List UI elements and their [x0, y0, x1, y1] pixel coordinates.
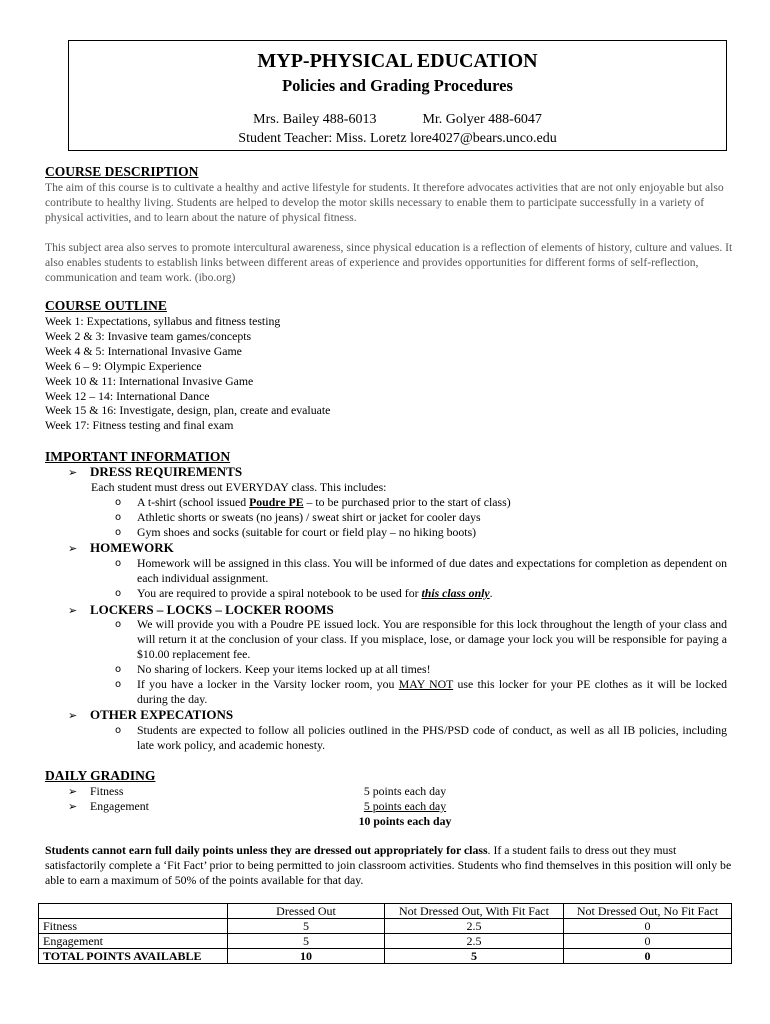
table-row — [39, 934, 732, 949]
table-cell: Fitness — [39, 919, 228, 934]
homework-bullet — [68, 540, 174, 556]
homework-title: HOMEWORK — [90, 540, 174, 555]
daily-grading-heading: DAILY GRADING — [45, 768, 156, 783]
header-box — [68, 40, 727, 151]
course-description-para1: The aim of this course is to cultivate a healthy and active lifestyle for students. It therefore advocates activities that are not only enjoyable but also contribute to healthy living. Students are helped to develop the motor skills necessary to enable them to participate successfully in a variety of physical activities, and to learn about the nature of physical fitness. — [45, 181, 724, 224]
teacher-contacts — [69, 110, 726, 129]
table-cell: Engagement — [39, 934, 228, 949]
grading-fitness-row — [68, 784, 123, 799]
table-cell: 10 — [228, 949, 385, 964]
daily-grading-section — [45, 768, 735, 783]
lockers-title: LOCKERS – LOCKS – LOCKER ROOMS — [90, 602, 334, 617]
outline-week: Week 10 & 11: International Invasive Game — [45, 373, 254, 388]
grading-note: Students cannot earn full daily points unless they are dressed out appropriately for class. If a student fails to dress out they must satisfactorily complete a ‘Fit Fact’ prior to being permitted to join classroom activities. Students who find themselves in this position will only be able to earn a maximum of 50% of the points available for that day. — [45, 843, 732, 887]
homework-item1: Homework will be assigned in this class. You will be informed of due dates and expectations for completion as dependent on each individual assignment. — [137, 556, 727, 585]
table-header-cell: Dressed Out — [228, 904, 385, 919]
grading-engagement-row — [68, 799, 149, 814]
circle-bullet-icon: o — [115, 664, 122, 675]
arrow-bullet-icon: ➢ — [68, 785, 78, 798]
lockers-item2: No sharing of lockers. Keep your items locked up at all times! — [137, 662, 431, 676]
table-cell: 0 — [564, 934, 732, 949]
other-expectations-item1: Students are expected to follow all policies outlined in the PHS/PSD code of conduct, as well as all IB policies, including late work policy, and academic honesty. — [137, 723, 727, 752]
grading-engagement-points: 5 points each day — [363, 799, 447, 813]
table-cell: 0 — [564, 949, 732, 964]
table-cell: 5 — [228, 934, 385, 949]
other-expectations-title: OTHER EXPECATIONS — [90, 707, 234, 722]
lockers-item3: If you have a locker in the Varsity locker room, you MAY NOT use this locker for your PE clothes as it will be locked during the day. — [137, 677, 727, 706]
course-description-heading: COURSE DESCRIPTION — [45, 164, 199, 179]
table-header-cell — [39, 904, 228, 919]
dress-item-shorts: Athletic shorts or sweats (no jeans) / sweat shirt or jacket for cooler days — [137, 510, 481, 524]
grading-fitness-label: Fitness — [90, 784, 124, 798]
points-table — [38, 903, 732, 964]
circle-bullet-icon: o — [115, 588, 122, 599]
table-cell: 0 — [564, 919, 732, 934]
table-header-cell: Not Dressed Out, No Fit Fact — [564, 904, 732, 919]
arrow-bullet-icon: ➢ — [68, 709, 78, 722]
course-outline-heading: COURSE OUTLINE — [45, 298, 167, 313]
table-cell: 5 — [228, 919, 385, 934]
table-row-total — [39, 949, 732, 964]
circle-bullet-icon: o — [115, 558, 122, 569]
outline-week: Week 12 – 14: International Dance — [45, 388, 210, 403]
outline-week: Week 17: Fitness testing and final exam — [45, 418, 234, 433]
circle-bullet-icon: o — [115, 725, 122, 736]
circle-bullet-icon: o — [115, 497, 122, 508]
arrow-bullet-icon: ➢ — [68, 466, 78, 479]
teacher-golyer: Mr. Golyer 488-6047 — [422, 112, 542, 127]
lockers-item1: We will provide you with a Poudre PE issued lock. You are responsible for this lock throughout the length of your class and will return it at the conclusion of your class. If you misplace, lose, or damage your lock you will be responsible for paying a $10.00 replacement fee. — [137, 617, 727, 661]
table-header-row — [39, 904, 732, 919]
circle-bullet-icon: o — [115, 512, 122, 523]
outline-week: Week 6 – 9: Olympic Experience — [45, 358, 202, 373]
grading-fitness-points: 5 points each day — [363, 784, 447, 798]
dress-intro: Each student must dress out EVERYDAY class. This includes: — [91, 480, 387, 494]
circle-bullet-icon: o — [115, 527, 122, 538]
teacher-bailey: Mrs. Bailey 488-6013 — [253, 112, 377, 127]
table-cell: 2.5 — [385, 919, 564, 934]
arrow-bullet-icon: ➢ — [68, 604, 78, 617]
outline-week: Week 2 & 3: Invasive team games/concepts — [45, 328, 252, 343]
homework-item2: You are required to provide a spiral notebook to be used for this class only. — [137, 586, 493, 600]
student-teacher: Student Teacher: Miss. Loretz lore4027@bears.unco.edu — [238, 131, 557, 146]
table-cell: TOTAL POINTS AVAILABLE — [39, 949, 228, 964]
dress-item-tshirt: A t-shirt (school issued Poudre PE – to be purchased prior to the start of class) — [137, 495, 511, 509]
outline-week: Week 4 & 5: International Invasive Game — [45, 343, 242, 358]
circle-bullet-icon: o — [115, 619, 122, 630]
table-cell: 5 — [385, 949, 564, 964]
course-description-section — [45, 164, 735, 285]
grading-engagement-label: Engagement — [90, 799, 149, 813]
grading-total-points: 10 points each day — [358, 814, 452, 828]
outline-week: Week 15 & 16: Investigate, design, plan, create and evaluate — [45, 403, 331, 418]
other-expectations-bullet — [68, 707, 233, 723]
table-cell: 2.5 — [385, 934, 564, 949]
dress-requirements-bullet — [68, 464, 242, 480]
table-row — [39, 919, 732, 934]
course-outline-section — [45, 298, 735, 433]
circle-bullet-icon: o — [115, 679, 122, 690]
lockers-bullet — [68, 602, 334, 618]
document-subtitle: Policies and Grading Procedures — [282, 76, 513, 95]
document-title: MYP-PHYSICAL EDUCATION — [257, 50, 538, 72]
course-description-para2: This subject area also serves to promote intercultural awareness, since physical education is a reflection of elements of history, culture and values. It also enables students to establish links between different areas of experience and provides opportunities for different forms of self-reflection, communication and team work. (ibo.org) — [45, 241, 733, 284]
dress-requirements-title: DRESS REQUIREMENTS — [90, 464, 243, 479]
arrow-bullet-icon: ➢ — [68, 542, 78, 555]
important-information-heading: IMPORTANT INFORMATION — [45, 449, 231, 464]
dress-item-shoes: Gym shoes and socks (suitable for court or field play – no hiking boots) — [137, 525, 477, 539]
outline-week: Week 1: Expectations, syllabus and fitness testing — [45, 314, 281, 328]
arrow-bullet-icon: ➢ — [68, 800, 78, 813]
table-header-cell: Not Dressed Out, With Fit Fact — [385, 904, 564, 919]
